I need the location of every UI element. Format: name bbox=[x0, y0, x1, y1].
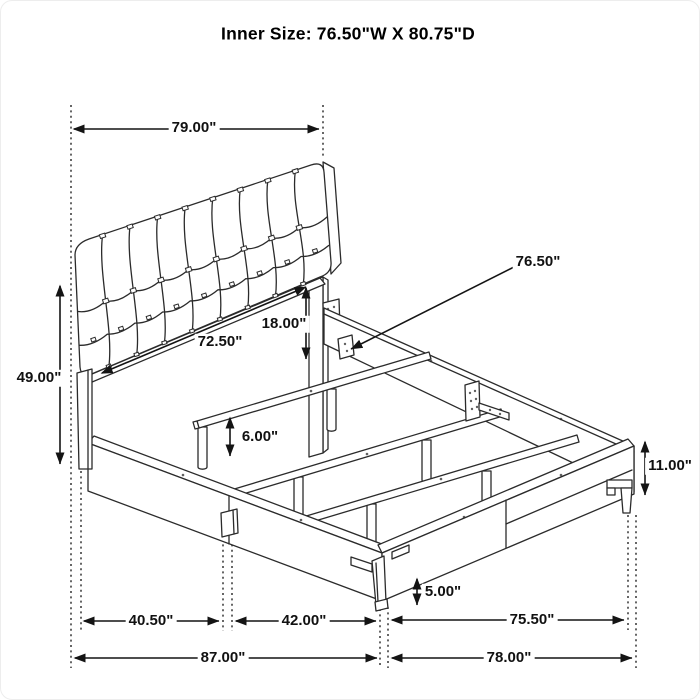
dim-label-headboard-height: 49.00" bbox=[14, 370, 65, 387]
tuft-button bbox=[106, 364, 111, 368]
tuft-button bbox=[118, 326, 123, 331]
tuft-button bbox=[91, 337, 96, 342]
tuft-button bbox=[245, 305, 250, 309]
bed-illustration bbox=[1, 1, 700, 700]
tuft-button bbox=[201, 293, 206, 298]
tuft-button bbox=[312, 249, 317, 254]
dim-label-headboard-width: 79.00" bbox=[169, 120, 220, 137]
dim-label-87-00: 87.00" bbox=[198, 650, 249, 667]
tuft-button bbox=[217, 317, 222, 321]
support-leg bbox=[422, 440, 431, 482]
dim-label-78-00: 78.00" bbox=[484, 650, 535, 667]
tuft-button bbox=[257, 271, 262, 276]
rail-hook-plate bbox=[338, 335, 354, 359]
dim-label-headboard-panel: 72.50" bbox=[195, 334, 246, 351]
dim-label-rail-height: 11.00" bbox=[645, 458, 695, 475]
tuft-button bbox=[301, 282, 306, 286]
tuft-button bbox=[285, 260, 290, 265]
dim-label-inner-rail: 76.50" bbox=[513, 254, 564, 271]
tuft-button bbox=[134, 352, 139, 356]
dim-label-75-50: 75.50" bbox=[507, 612, 558, 629]
dim-label-center-leg: 6.00" bbox=[239, 429, 281, 446]
tuft-button bbox=[146, 315, 151, 320]
support-leg bbox=[198, 427, 207, 469]
support-leg bbox=[327, 389, 336, 431]
headboard-left-leg bbox=[77, 369, 92, 469]
dim-leader-inner-rail bbox=[351, 267, 514, 349]
dim-label-leg-clearance: 18.00" bbox=[259, 316, 310, 333]
tuft-button bbox=[229, 282, 234, 287]
tuft-button bbox=[174, 304, 179, 309]
mid-block-leg bbox=[221, 509, 238, 537]
dim-label-foot-leg: 5.00" bbox=[422, 584, 464, 601]
tuft-button bbox=[189, 329, 194, 333]
tuft-button bbox=[162, 340, 167, 344]
dim-label-40-50: 40.50" bbox=[126, 613, 177, 630]
tuft-button bbox=[273, 293, 278, 297]
dim-label-42-00: 42.00" bbox=[279, 613, 330, 630]
diagram-title: Inner Size: 76.50"W X 80.75"D bbox=[218, 24, 478, 43]
